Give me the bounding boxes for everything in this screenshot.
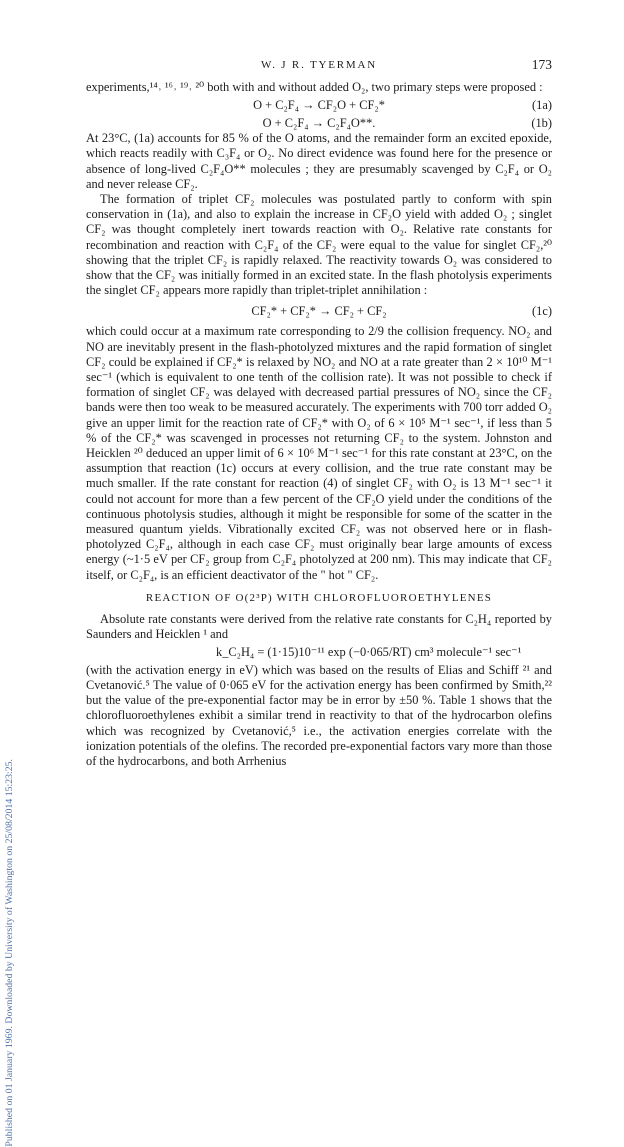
equation-1a <box>86 95 552 115</box>
paragraph: experiments,¹⁴˒ ¹⁶˒ ¹⁹˒ ²⁰ both with and without added O₂, two primary steps were proposed : <box>86 80 543 94</box>
page-number: 173 <box>531 57 552 72</box>
equation-1c <box>86 298 552 324</box>
running-head: W. J R. TYERMAN <box>261 59 377 71</box>
equation-expression: CF₂* + CF₂* → CF₂ + CF₂ <box>251 304 387 319</box>
download-note: Published on 01 January 1969. Downloaded by University of Washington on 25/08/2014 15:23:25. <box>4 759 15 1147</box>
paragraph: Absolute rate constants were derived from the relative rate constants for C₂H₄ reported by Saunders and Heicklen ¹ and <box>86 612 552 642</box>
equation-expression: O + C₂F₄ → CF₂O + CF₂* <box>253 98 385 113</box>
equation-number: (1c) <box>532 304 552 319</box>
paragraph: The formation of triplet CF₂ molecules was postulated partly to conform with spin conservation in (1a), and also to explain the increase in CF₂O yield with added O₂ ; singlet CF₂ was thought completely inert towards reaction with O₂. Relative rate constants for recombination and reaction with C₂F₄ of the CF₂ were equal to the value for singlet CF₂,²⁰ showing that the triplet CF₂ is rapidly relaxed. The reactivity towards O₂ was considered to show that the CF₂ was initially formed in an excited state. In the flash photolysis experiments the singlet CF₂ appears more rapidly than triplet-triplet annihilation : <box>86 192 552 298</box>
margin-watermark <box>2 170 18 1147</box>
equation-1b <box>86 115 552 131</box>
equation-number: (1b) <box>531 116 552 131</box>
equation-expression: O + C₂F₄ → C₂F₄O**. <box>262 116 376 131</box>
rate-equation: k_C₂H₄ = (1·15)10⁻¹¹ exp (−0·065/RT) cm³ molecule⁻¹ sec⁻¹ <box>216 644 522 659</box>
paragraph: which could occur at a maximum rate corresponding to 2/9 the collision frequency. NO₂ and NO are inevitably present in the flash-photolyzed mixtures and the rapid formation of singlet CF₂ could be explained if CF₂* is relaxed by NO₂ and NO at a rate greater than 2 × 10¹⁰ M⁻¹ sec⁻¹ (which is equivalent to one tenth of the collision rate). It was not possible to check if formation of singlet CF₂ was delayed with decreased partial pressures of NO₂ since the CF₂ bands were then too weak to be measured accurately. The experiments with 700 torr added O₂ give an upper limit for the reaction rate of CF₂* with O₂ of 6 × 10⁵ M⁻¹ sec⁻¹, if less than 5 % of the CF₂* was scavenged in processes not returning CF₂ to the system. Johnston and Heicklen ²⁰ deduced an upper limit of 6 × 10⁶ M⁻¹ sec⁻¹ for this rate constant at 23°C, on the assumption that reaction (1c) occurs at every collision, and the true rate constant may be much smaller. If the rate constant for reaction (4) of singlet CF₂ with O₂ is 13 M⁻¹ sec⁻¹ it could not account for more than a few percent of the CF₂O yield under the conditions of the continuous photolysis studies, although it might be responsible for some of the scatter in the measured quantum yields. Vibrationally excited CF₂ was not observed here or in flash-photolyzed C₂F₄, although in each case CF₂ must originally bear large amounts of excess energy (~1·5 eV per CF₂ group from C₂F₄ photolyzed at 200 nm). This may indicate that CF₂ itself, or C₂F₄, is an efficient deactivator of the " hot " CF₂. <box>86 324 552 582</box>
paragraph: At 23°C, (1a) accounts for 85 % of the O atoms, and the remainder form an excited epoxide, which reacts readily with C₃F₄ or O₂. No direct evidence was found here for the presence or absence of long-lived C₂F₄O** molecules ; they are presumably scavenged by C₂F₄ or O₂ and never release CF₂. <box>86 131 552 191</box>
section-heading: REACTION OF O(2³P) WITH CHLOROFLUOROETHYLENES <box>145 591 493 604</box>
page-header <box>86 57 552 75</box>
equation-number: (1a) <box>532 98 552 113</box>
article-body <box>86 80 552 769</box>
paragraph: (with the activation energy in eV) which was based on the results of Elias and Schiff ²¹ and Cvetanović.⁵ The value of 0·065 eV for the activation energy has been confirmed by Smith,²² but the value of the pre-exponential factor may be in error by ±50 %. Table 1 shows that the chlorofluoroethylenes exhibit a similar trend in reactivity to that of the hydrocarbon olefins which was recognized by Cvetanović,⁵ i.e., the activation energies correlate with the ionization potentials of the olefins. The recorded pre-exponential factors vary more than those of the hydrocarbons, and both Arrhenius <box>86 662 552 768</box>
